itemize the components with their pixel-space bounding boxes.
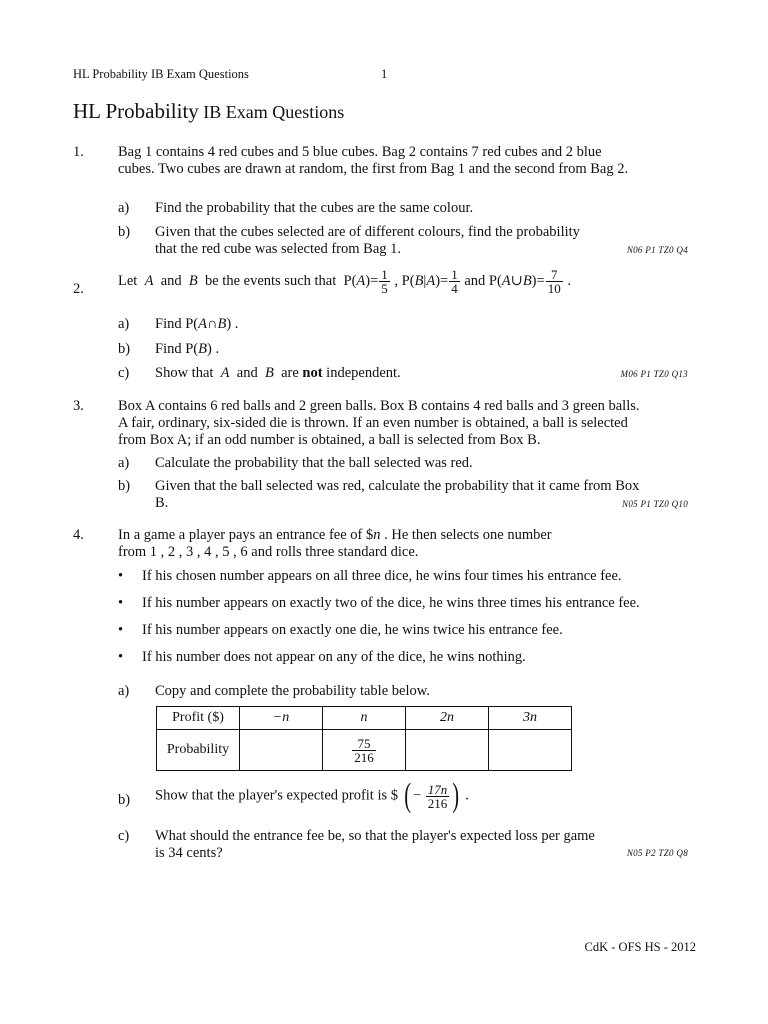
q3-reference: N05 P1 TZ0 Q10 <box>622 499 688 509</box>
q2-pba-den: 4 <box>451 281 458 296</box>
q2-b-text <box>155 341 219 358</box>
q3-stem: Box A contains 6 red balls and 2 green balls. Box B contains 4 red balls and 3 green balls. A fair, ordinary, six-sided die is thrown. If an even number is obtained, a ball is selected from Box A; if an odd number is obtained, a ball is selected from Box B. <box>118 398 640 448</box>
table-cell <box>489 730 572 771</box>
q2-stem <box>118 268 571 295</box>
q2-pa-var: A <box>356 272 366 289</box>
q2-pba-num: 1 <box>451 267 458 282</box>
q2-pu-post: )= <box>531 272 545 289</box>
q3-number: 3. <box>73 398 84 414</box>
table-col-header <box>323 707 406 730</box>
q4-stem-post: . He then selects one number <box>384 527 552 543</box>
q2-reference: M06 P1 TZ0 Q13 <box>620 369 688 379</box>
q2-number: 2. <box>73 281 84 297</box>
q1-b-label: b) <box>118 224 131 240</box>
q2-a-pre: Find P( <box>155 316 199 332</box>
running-title: HL Probability IB Exam Questions <box>73 67 249 81</box>
q3-a-text: Calculate the probability that the ball selected was red. <box>155 455 473 471</box>
table-col-header <box>489 707 572 730</box>
q4-b-den: 216 <box>427 795 448 811</box>
q2-end: . <box>567 272 571 289</box>
given-den: 216 <box>354 749 374 765</box>
probability-table <box>156 706 572 771</box>
q2-pa-pre: P( <box>343 272 357 289</box>
q4-b-num: 17n <box>427 781 448 797</box>
q1-number: 1. <box>73 144 84 160</box>
q2-a-text <box>155 316 238 333</box>
bullet-marker: • <box>118 568 124 584</box>
q4-stem-line1 <box>118 527 552 544</box>
page-title <box>73 99 344 124</box>
q4-bullet-3: If his number appears on exactly one die, he wins twice his entrance fee. <box>142 622 563 638</box>
bullet-marker: • <box>118 595 124 611</box>
q4-b-minus: − <box>412 787 422 804</box>
given-num: 75 <box>357 735 371 751</box>
q1-a-label: a) <box>118 200 130 216</box>
q2-c-label: c) <box>118 365 130 381</box>
table-col-header <box>240 707 323 730</box>
col-2n: 2n <box>440 710 454 725</box>
q4-b-end: . <box>465 787 469 804</box>
q4-stem-line2: from 1 , 2 , 3 , 4 , 5 , 6 and rolls three standard dice. <box>118 544 419 560</box>
q2-pa-num: 1 <box>381 267 388 282</box>
expected-profit-fraction <box>426 783 450 810</box>
q2-c-var-b: B <box>264 365 274 381</box>
q2-a-post: ) . <box>226 316 239 332</box>
q4-a-text: Copy and complete the probability table below. <box>155 683 430 699</box>
q4-b-label: b) <box>118 792 131 808</box>
q2-c-text <box>155 365 401 382</box>
q2-pba-mid: | <box>423 272 427 289</box>
q2-c-pre: Show that <box>155 365 214 381</box>
table-cell-given <box>323 730 406 771</box>
right-paren: ) <box>452 777 460 814</box>
q4-stem-pre: In a game a player pays an entrance fee of $ <box>118 527 374 543</box>
col-3n: 3n <box>523 710 537 725</box>
left-paren: ( <box>403 777 411 814</box>
q4-stem-n: n <box>373 527 381 543</box>
table-col-header <box>406 707 489 730</box>
q2-a-label: a) <box>118 316 130 332</box>
q4-b-pre: Show that the player's expected profit is $ <box>155 787 399 804</box>
col-neg-n: −n <box>272 710 290 725</box>
q2-pa-fraction <box>379 268 390 295</box>
q2-pu-den: 10 <box>547 281 561 296</box>
q2-var-b: B <box>188 272 198 289</box>
page-number: 1 <box>381 67 388 81</box>
q3-b-text: Given that the ball selected was red, calculate the probability that it came from Box B. <box>155 478 640 511</box>
q4-bullet-4: If his number does not appear on any of the dice, he wins nothing. <box>142 649 526 665</box>
q2-b-label: b) <box>118 341 131 357</box>
q4-bullet-1: If his chosen number appears on all three dice, he wins four times his entrance fee. <box>142 568 622 584</box>
q2-c-var-a: A <box>220 365 230 381</box>
q2-var-a: A <box>144 272 154 289</box>
q4-reference: N05 P2 TZ0 Q8 <box>626 848 688 858</box>
bullet-marker: • <box>118 649 124 665</box>
table-row-label-probability: Probability <box>157 730 240 771</box>
q2-pba-fraction <box>449 268 460 295</box>
q1-reference: N06 P1 TZ0 Q4 <box>626 245 688 255</box>
title-main: HL Probability <box>73 99 199 123</box>
q2-c-not: not <box>302 365 323 381</box>
q2-pba-post: )= <box>435 272 449 289</box>
q1-b-text: Given that the cubes selected are of different colours, find the probability that the red cube was selected from Bag 1. <box>155 224 580 257</box>
bullet-marker: • <box>118 622 124 638</box>
q2-pa-post: )= <box>365 272 379 289</box>
q4-number: 4. <box>73 527 84 543</box>
q2-pu-num: 7 <box>550 267 558 282</box>
q4-c-text: What should the entrance fee be, so that the player's expected loss per game is 34 cents? <box>155 828 595 861</box>
given-fraction <box>352 737 376 764</box>
q1-a-text: Find the probability that the cubes are the same colour. <box>155 200 474 216</box>
q4-a-label: a) <box>118 683 130 699</box>
q2-pu-var-a: A <box>501 272 511 289</box>
q2-b-expr: B <box>198 341 207 357</box>
table-cell <box>240 730 323 771</box>
q2-pu-pre: P( <box>488 272 502 289</box>
q2-pu-mid: ∪ <box>510 272 523 289</box>
q2-pba-var-b: B <box>414 272 424 289</box>
q2-and: and <box>160 272 182 289</box>
q2-b-pre: Find P( <box>155 341 199 357</box>
table-row <box>157 707 572 730</box>
q2-pu-fraction <box>546 268 563 295</box>
q2-c-and: and <box>236 365 258 381</box>
q2-c-are: are <box>281 365 299 381</box>
q3-a-label: a) <box>118 455 130 471</box>
q2-events: be the events such that <box>204 272 337 289</box>
title-rest: IB Exam Questions <box>198 102 345 122</box>
q4-c-label: c) <box>118 828 130 844</box>
q2-a-expr: A∩B <box>198 316 227 332</box>
col-n: n <box>360 710 368 725</box>
table-row <box>157 730 572 771</box>
q2-and2: and <box>464 272 486 289</box>
q4-b-text <box>155 779 469 813</box>
q3-b-label: b) <box>118 478 131 494</box>
q2-pba-pre: , P( <box>394 272 415 289</box>
q2-b-post: ) . <box>206 341 220 357</box>
table-row-label-profit: Profit ($) <box>157 707 240 730</box>
q2-pba-var-a: A <box>426 272 436 289</box>
q2-c-post: independent. <box>326 365 401 381</box>
q4-bullet-2: If his number appears on exactly two of the dice, he wins three times his entrance fee. <box>142 595 640 611</box>
q1-stem: Bag 1 contains 4 red cubes and 5 blue cubes. Bag 2 contains 7 red cubes and 2 blue cubes. Two cubes are drawn at random, the first from Bag 1 and the second from Bag 2. <box>118 144 629 177</box>
q2-let: Let <box>118 272 138 289</box>
q2-pa-den: 5 <box>381 281 388 296</box>
table-cell <box>406 730 489 771</box>
page-footer: CdK - OFS HS - 2012 <box>584 940 696 954</box>
q2-pu-var-b: B <box>522 272 532 289</box>
